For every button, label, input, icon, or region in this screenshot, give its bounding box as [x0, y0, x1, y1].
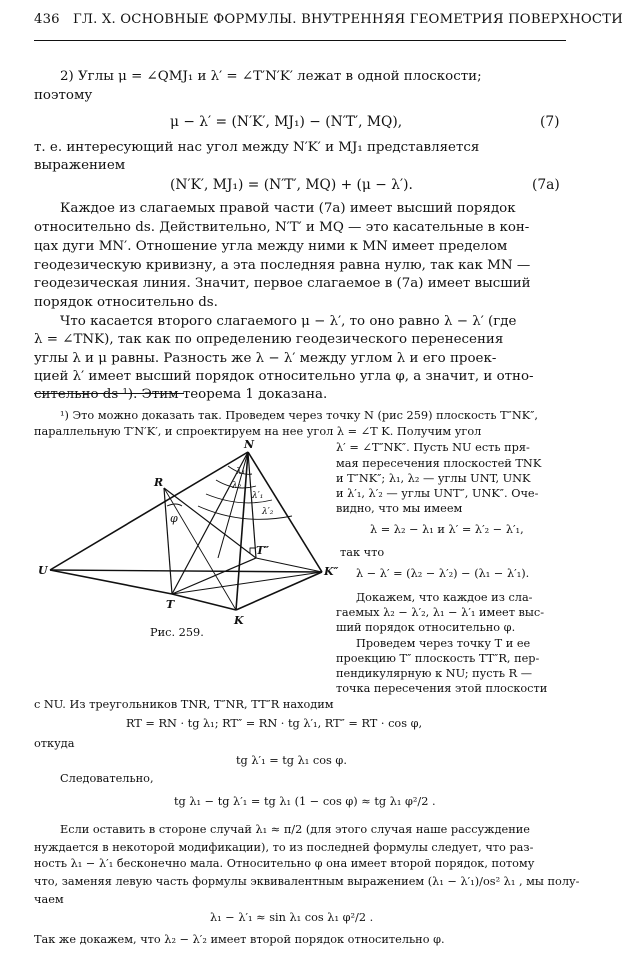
edge-RK: [164, 488, 236, 610]
edge-KK2: [236, 572, 322, 610]
label-K2: K″: [324, 565, 339, 578]
label-lambda1p: λ′₁: [252, 491, 264, 501]
equation-7a: (N′K′, MJ₁) = (N′T′, MQ) + (μ − λ′).: [170, 177, 413, 193]
footnote-line: Проведем через точку T и ее: [356, 637, 531, 650]
label-R: R: [154, 476, 164, 489]
label-N: N: [244, 438, 255, 451]
body-line: относительно ds. Действительно, N′T′ и MQ — это касательные в кон-: [34, 220, 530, 235]
footnote-line: Так же докажем, что λ₂ − λ′₂ имеет второй порядок относительно φ.: [34, 933, 445, 946]
label-lambda2p: λ′₂: [262, 507, 274, 517]
footnote-line: и λ′₁, λ′₂ — углы UNT″, UNK″. Оче-: [336, 487, 539, 500]
body-line: т. е. интересующий нас угол между N′K′ и MJ₁ представляется: [34, 140, 480, 155]
edge-TT2: [172, 558, 256, 594]
running-title: ГЛ. X. ОСНОВНЫЕ ФОРМУЛЫ. ВНУТРЕННЯЯ ГЕОМЕТРИЯ ПОВЕРХНОСТИ: [72, 12, 623, 27]
footnote-line: нуждается в некоторой модификации), то из последней формулы следует, что раз-: [34, 841, 534, 854]
footnote-equation: tg λ′₁ = tg λ₁ cos φ.: [236, 754, 347, 767]
footnote-line: Докажем, что каждое из сла-: [356, 591, 533, 604]
footnote-line: пендикулярную к NU; пусть R —: [336, 667, 533, 680]
label-U: U: [38, 564, 48, 577]
footnote-equation: λ − λ′ = (λ₂ − λ′₂) − (λ₁ − λ′₁).: [356, 567, 530, 580]
edge-UK2: [50, 570, 322, 572]
body-line: цией λ′ имеет высший порядок относительно угла φ, а значит, и отно-: [34, 369, 534, 384]
label-lambda1: λ₁: [236, 467, 246, 477]
footnote-line: λ′ = ∠T″NK″. Пусть NU есть пря-: [336, 441, 530, 454]
body-line: углы λ и μ равны. Разность же λ − λ′ между углом λ и его проек-: [34, 351, 497, 366]
body-line: геодезическую кривизну, а эта последняя равна нулю, так как MN —: [34, 258, 531, 273]
footnote-line: с NU. Из треугольников TNR, T″NR, TT″R находим: [34, 698, 334, 711]
edge-UN: [50, 452, 248, 570]
body-line: порядок относительно ds.: [34, 295, 218, 310]
footnote-line: и T″NK″; λ₁, λ₂ — углы UNT, UNK: [336, 472, 531, 485]
footnote-line: проекцию T″ плоскость TT″R, пер-: [336, 652, 540, 665]
footnote-equation: tg λ₁ − tg λ′₁ = tg λ₁ (1 − cos φ) ≈ tg λ₁ φ²/2 .: [174, 795, 436, 808]
footnote-line: Если оставить в стороне случай λ₁ ≈ π/2 (для этого случая наше рассуждение: [60, 823, 530, 836]
footnote-line: чаем: [34, 893, 64, 906]
footnote-line: что, заменяя левую часть формулы эквивалентным выражением (λ₁ − λ′₁)/os² λ₁ , мы полу-: [34, 875, 580, 888]
footnote-equation: λ₁ − λ′₁ ≈ sin λ₁ cos λ₁ φ²/2 .: [210, 911, 374, 924]
footnote-line: Следовательно,: [60, 772, 154, 785]
body-line: цах дуги MN′. Отношение угла между ними к MN имеет пределом: [34, 239, 508, 254]
body-line: Каждое из слагаемых правой части (7а) имеет высший порядок: [60, 201, 516, 216]
edge-TK: [172, 594, 236, 610]
footnote-line: так что: [340, 546, 385, 559]
footnote-line: видно, что мы имеем: [336, 502, 463, 515]
label-K: K: [234, 614, 244, 627]
footnote-equation: λ = λ₂ − λ₁ и λ′ = λ′₂ − λ′₁,: [370, 523, 524, 536]
footnote-line: точка пересечения этой плоскости: [336, 682, 548, 695]
body-line: Что касается второго слагаемого μ − λ′, то оно равно λ − λ′ (где: [60, 314, 517, 329]
edge-TK2: [172, 572, 322, 594]
equation-number: (7а): [532, 177, 560, 193]
footnote-line: ность λ₁ − λ′₁ бесконечно мала. Относительно φ она имеет второй порядок, потому: [34, 857, 535, 870]
body-line: 2) Углы μ = ∠QMJ₁ и λ′ = ∠T′N′K′ лежат в одной плоскости;: [60, 69, 482, 84]
figure-caption: Рис. 259.: [150, 626, 204, 639]
edge-UT: [50, 570, 172, 594]
footnote-line: мая пересечения плоскостей TNK: [336, 457, 542, 470]
header-rule: [34, 40, 566, 41]
footnote-line: откуда: [34, 737, 75, 750]
label-T: T: [166, 598, 175, 611]
footnote-rule: [34, 393, 184, 394]
page-number: 436: [34, 12, 60, 27]
body-line: выражением: [34, 158, 126, 173]
body-line: поэтому: [34, 88, 93, 103]
footnote-line: параллельную T′N′K′, и спроектируем на нее угол λ = ∠T K. Получим угол: [34, 425, 482, 438]
footnote-line: ¹) Это можно доказать так. Проведем через точку N (рис 259) плоскость T″NK″,: [60, 409, 538, 422]
running-header: [34, 12, 623, 27]
body-line: λ = ∠TNK), так как по определению геодезического перенесения: [34, 332, 504, 347]
footnote-equation: RT = RN · tg λ₁; RT″ = RN · tg λ′₁, RT″ = RT · cos φ,: [126, 717, 423, 730]
arc-lambda2p: [198, 506, 292, 519]
equation-number: (7): [540, 114, 560, 130]
edge-RT: [164, 488, 172, 594]
edge-NT2: [248, 452, 256, 558]
body-line: сительно ds ¹). Этим теорема 1 доказана.: [34, 387, 328, 402]
label-T2: T″: [256, 544, 270, 557]
footnote-line: ший порядок относительно φ.: [336, 621, 516, 634]
label-phi: φ: [170, 512, 178, 525]
equation-7: μ − λ′ = (N′K′, MJ₁) − (N′T′, MQ),: [170, 114, 403, 130]
edge-T2K2: [256, 558, 322, 572]
footnote-line: гаемых λ₂ − λ′₂, λ₁ − λ′₁ имеет выс-: [336, 606, 545, 619]
label-lambda2: λ₂: [232, 481, 242, 491]
body-line: геодезическая линия. Значит, первое слагаемое в (7а) имеет высший: [34, 276, 531, 291]
